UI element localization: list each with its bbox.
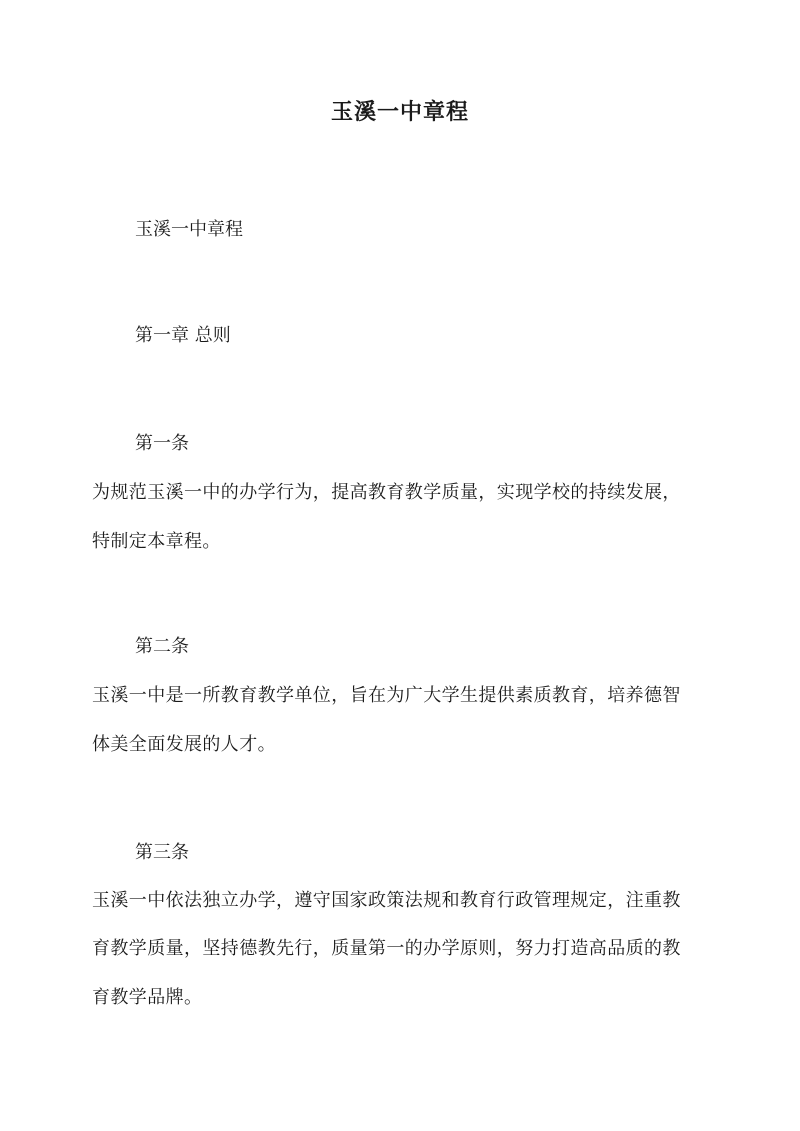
- article-2-text-line-1: 玉溪一中是一所教育教学单位，旨在为广大学生提供素质教育，培养德智: [92, 685, 681, 706]
- article-2-text-line-2: 体美全面发展的人才。: [92, 734, 276, 755]
- document-title: 玉溪一中章程: [330, 99, 469, 125]
- article-3-label: 第三条: [135, 842, 189, 863]
- article-3-text-line-3: 育教学品牌。: [92, 987, 203, 1008]
- article-2-label: 第二条: [135, 636, 189, 657]
- article-3-text-line-1: 玉溪一中依法独立办学，遵守国家政策法规和教育行政管理规定，注重教: [92, 890, 681, 911]
- document-heading: 玉溪一中章程: [135, 219, 243, 240]
- article-3-text-line-2: 育教学质量，坚持德教先行，质量第一的办学原则，努力打造高品质的教: [92, 938, 681, 959]
- article-1-text-line-1: 为规范玉溪一中的办学行为，提高教育教学质量，实现学校的持续发展，: [92, 482, 681, 503]
- article-1-text-line-2: 特制定本章程。: [92, 531, 221, 552]
- chapter-heading: 第一章 总则: [135, 325, 231, 346]
- article-1-label: 第一条: [135, 433, 189, 454]
